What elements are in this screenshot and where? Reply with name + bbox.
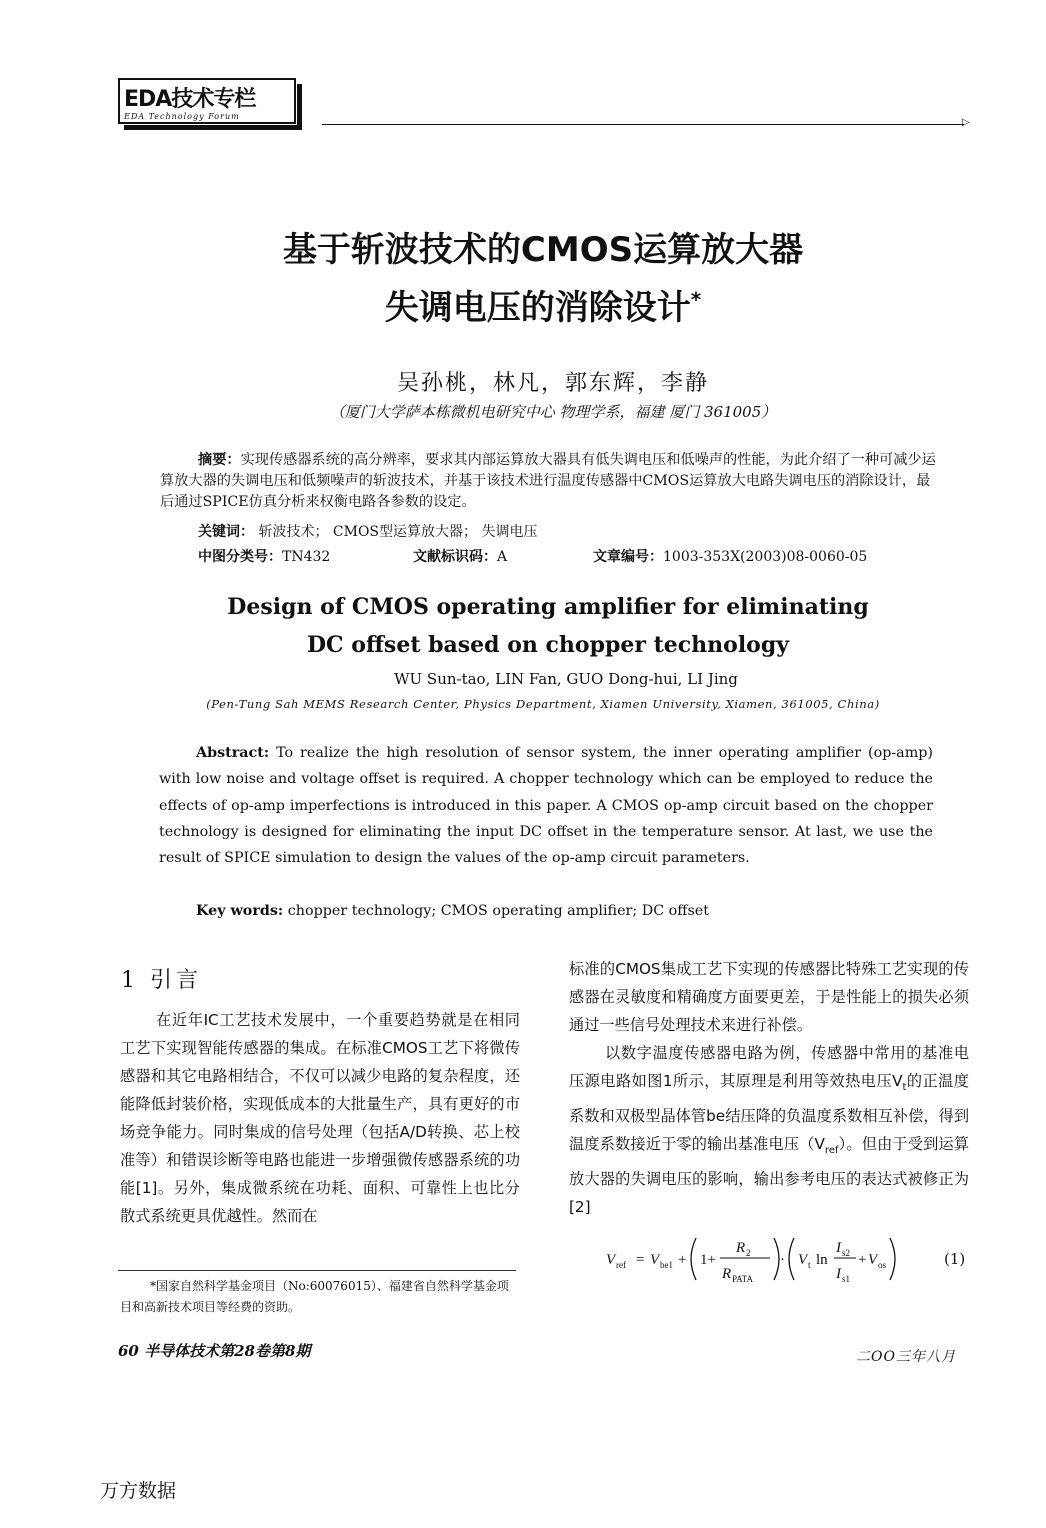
svg-text:s2: s2 [842, 1248, 851, 1258]
svg-text:t: t [808, 1260, 811, 1270]
keywords-en-label: Key words: [196, 903, 284, 919]
arrow-icon: ▷ [962, 117, 970, 128]
keywords-en [196, 903, 709, 919]
svg-text:=: = [636, 1252, 645, 1268]
abstract-en-label: Abstract: [196, 745, 270, 761]
svg-text:1+: 1+ [700, 1252, 716, 1268]
svg-text:2: 2 [746, 1248, 751, 1258]
svg-text:V: V [798, 1252, 808, 1268]
article-no-label: 文章编号： [593, 549, 663, 565]
clc-value: TN432 [282, 549, 331, 565]
title-footnote-star: * [690, 287, 702, 312]
abstract-en-text: To realize the high resolution of sensor system, the inner operating amplifier (op-amp) with low noise and voltage offset is required. A chopper technology which can be employed to reduce the effects of op-amp imperfections is introduced in this paper. A CMOS op-amp circuit based on the chopper technology is designed for eliminating the input DC offset in the temperature sensor. At last, we use the result of SPICE simulation to design the values of the op-amp circuit parameters. [159, 745, 933, 867]
footnote: *国家自然科学基金项目（No:60076015）、福建省自然科学基金项目和高新技术项目等经费的资助。 [120, 1279, 509, 1314]
svg-text:+: + [858, 1252, 867, 1268]
authors-en: WU Sun-tao, LIN Fan, GUO Dong-hui, LI Jing [394, 670, 738, 688]
svg-text:R: R [736, 1240, 746, 1256]
keywords-cn-label: 关键词： [198, 524, 254, 540]
svg-text:V: V [650, 1252, 660, 1268]
svg-text:+: + [678, 1252, 687, 1268]
equation-1 [600, 1228, 900, 1288]
title-en-line1: Design of CMOS operating amplifier for eliminating [227, 594, 869, 620]
svg-text:s1: s1 [842, 1274, 851, 1284]
keywords-en-text: chopper technology; CMOS operating amplifier; DC offset [287, 903, 709, 919]
svg-text:be1: be1 [660, 1260, 673, 1270]
body-right-column [569, 955, 969, 1221]
equation-number: (1) [944, 1250, 966, 1268]
svg-text:ref: ref [616, 1260, 626, 1270]
doc-code-label: 文献标识码： [413, 549, 497, 565]
affiliation-en: (Pen-Tung Sah MEMS Research Center, Physics Department, Xiamen University, Xiamen, 361005, China) [206, 697, 880, 711]
body-right-para2: 以数字温度传感器电路为例，传感器中常用的基准电压源电路如图1所示，其原理是利用等效热电压$V_t$的正温度系数和双极型晶体管be结压降的负温度系数相互补偿，得到温度系数接近于零的输出基准电压$(V_{ref})$。但由于受到运算放大器的失调电压的影响，输出参考电压的表达式被修正为[2] [569, 1044, 970, 1217]
section-heading: 1 引言 [121, 968, 202, 993]
column-title: EDA技术专栏 [124, 87, 256, 112]
svg-text:V: V [868, 1252, 878, 1268]
svg-text:I: I [836, 1266, 841, 1282]
watermark: 万方数据 [100, 1480, 177, 1502]
svg-text:V: V [606, 1252, 616, 1268]
footnote-rule [118, 1270, 516, 1271]
svg-text:PATA: PATA [732, 1274, 753, 1284]
classification-line [198, 546, 938, 566]
keywords-cn [198, 521, 537, 541]
clc-label: 中图分类号： [198, 549, 282, 565]
affiliation-cn: （厦门大学萨本栋微机电研究中心 物理学系，福建 厦门 361005） [329, 403, 777, 421]
abstract-en [159, 740, 933, 871]
svg-text:·: · [780, 1252, 785, 1268]
svg-text:R: R [722, 1266, 732, 1282]
column-subtitle: EDA Technology Forum [124, 112, 240, 121]
svg-text:os: os [878, 1260, 887, 1270]
title-en-line2: DC offset based on chopper technology [306, 632, 790, 658]
body-left-column: 在近年IC工艺技术发展中，一个重要趋势就是在相同工艺下实现智能传感器的集成。在标准CMOS工艺下将微传感器和其它电路相结合，不仅可以减少电路的复杂程度，还能降低封装价格，实现低成本的大批量生产，具有更好的市场竞争能力。同时集成的信号处理（包括A/D转换、芯上校准等）和错误诊断等电路也能进一步增强微传感器系统的功能[1]。另外，集成微系统在功耗、面积、可靠性上也比分散式系统更具优越性。然而在 [120, 1011, 520, 1225]
title-cn-line1: 基于斩波技术的CMOS运算放大器 [282, 230, 804, 270]
keywords-cn-text: 斩波技术； CMOS型运算放大器； 失调电压 [258, 524, 538, 540]
body-right-para1: 标准的CMOS集成工艺下实现的传感器比特殊工艺实现的传感器在灵敏度和精确度方面要更差，于是性能上的损失必须通过一些信号处理技术来进行补偿。 [569, 960, 969, 1034]
title-cn-line2: 失调电压的消除设计* [384, 287, 702, 328]
page-footer-right: 二OO三年八月 [856, 1349, 956, 1365]
abstract-cn-label: 摘要： [198, 452, 241, 468]
doc-code-value: A [497, 549, 508, 565]
abstract-cn [160, 450, 936, 513]
svg-text:ln: ln [816, 1252, 828, 1268]
abstract-cn-text: 实现传感器系统的高分辨率，要求其内部运算放大器具有低失调电压和低噪声的性能，为此介绍了一种可减少运算放大器的失调电压和低频噪声的斩波技术，并基于该技术进行温度传感器中CMOS运算放大电路失调电压的消除设计，最后通过SPICE仿真分析来权衡电路各参数的设定。 [160, 452, 936, 510]
page-footer-left: 60 半导体技术第28卷第8期 [118, 1342, 311, 1360]
svg-text:I: I [836, 1240, 841, 1256]
article-no-value: 1003-353X(2003)08-0060-05 [663, 549, 868, 565]
header-rule [322, 124, 964, 125]
authors-cn: 吴孙桃，林凡，郭东辉，李静 [396, 371, 709, 396]
